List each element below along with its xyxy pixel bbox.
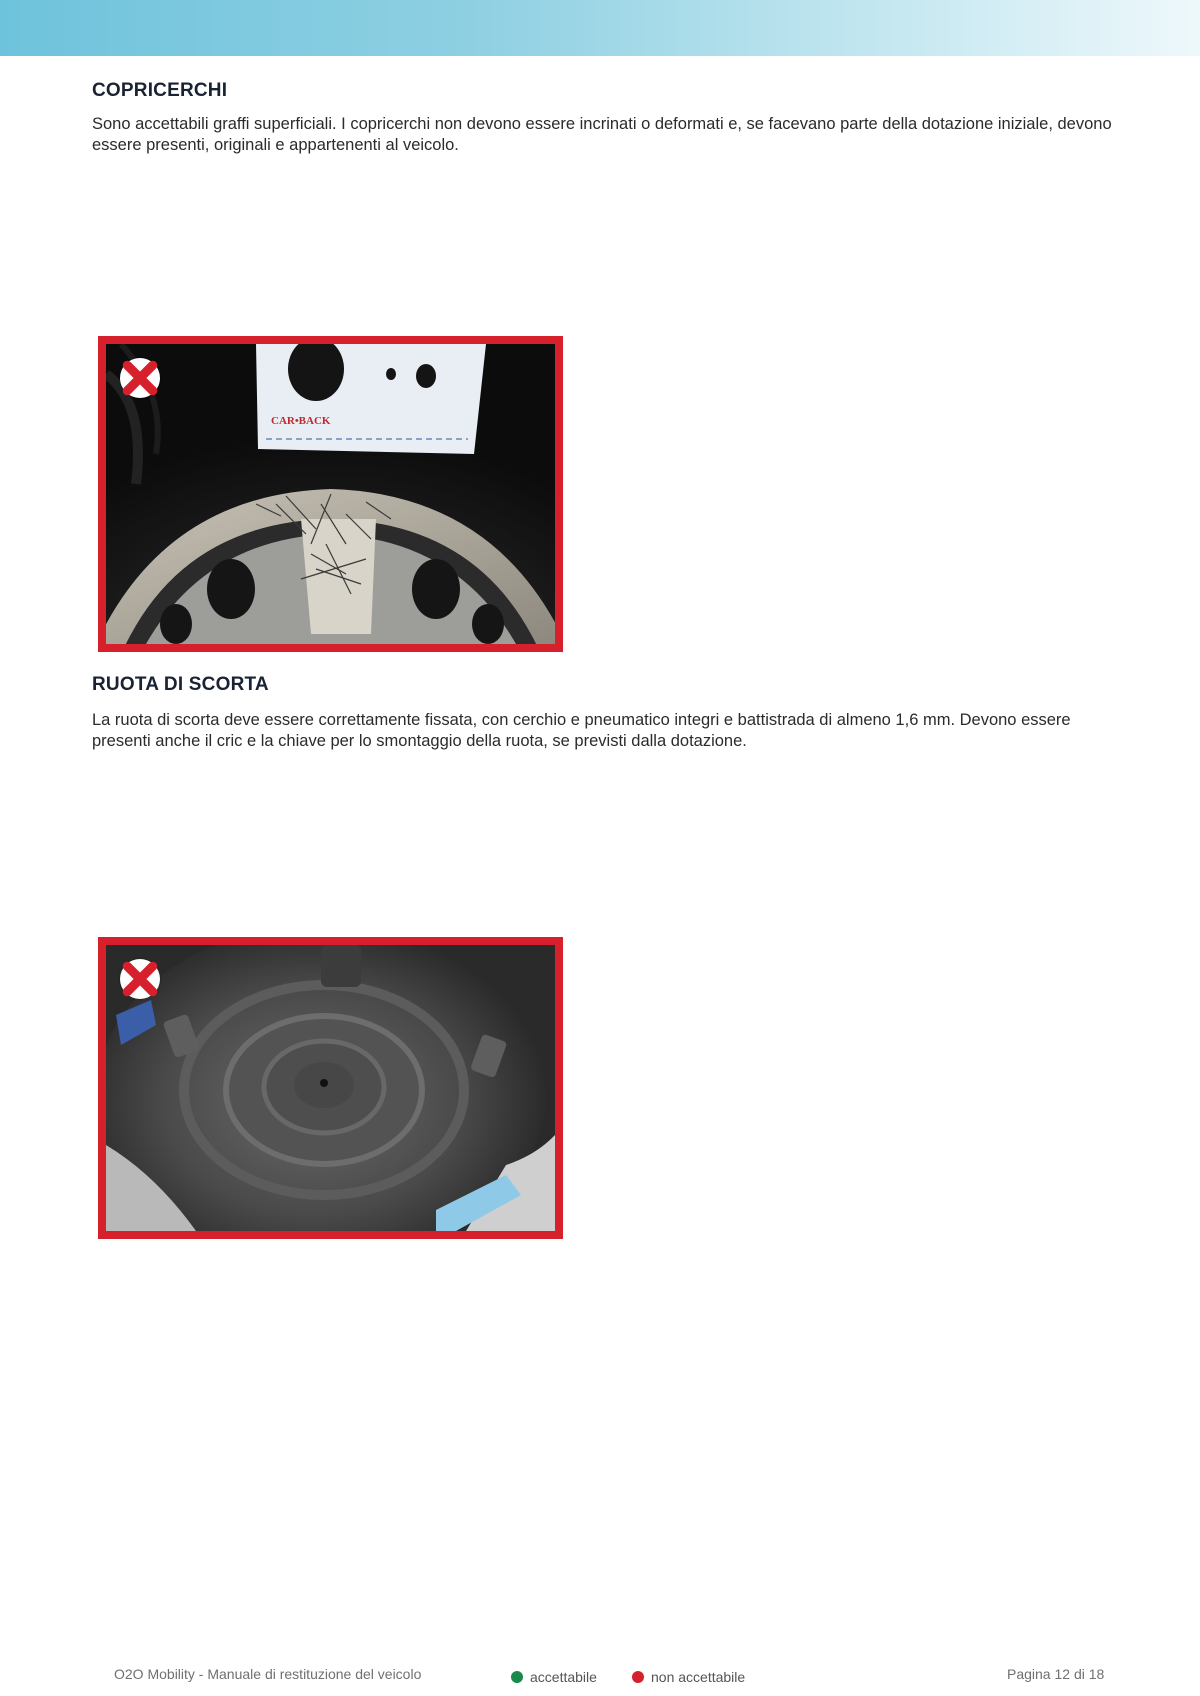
legend-label: non accettabile [651,1669,746,1685]
green-dot-icon [511,1671,523,1683]
footer-document-title: O2O Mobility - Manuale di restituzione del veicolo [114,1666,422,1682]
section-text-ruota-di-scorta: La ruota di scorta deve essere correttamente fissata, con cerchio e pneumatico integri e battistrada di almeno 1,6 mm. Devono essere presenti anche il cric e la chiave per lo smontaggio della ruota, se previsti dalla dotazione. [92,711,1071,750]
section-text-copricerchi: Sono accettabili graffi superficiali. I copricerchi non devono essere incrinati o deformati e, se facevano parte della dotazione iniziale, devono essere presenti, originali e appartenenti al veicolo. [92,115,1112,154]
not-acceptable-badge [120,358,160,398]
header-gradient-bar [0,0,1200,56]
spare-wheel-well-photo [106,945,555,1231]
x-cross-icon [120,358,160,398]
page-number: Pagina 12 di 18 [1007,1666,1105,1682]
gauge-brand-text: CAR•BACK [271,415,331,427]
section-title-copricerchi: COPRICERCHI [92,80,228,101]
not-acceptable-badge [120,959,160,999]
section-title-ruota-di-scorta: RUOTA DI SCORTA [92,674,269,695]
legend-accettabile [511,1669,597,1685]
photo-ruota-di-scorta-missing [98,937,563,1239]
legend-label: accettabile [530,1669,597,1685]
legend-non-accettabile [632,1669,745,1685]
photo-copricerchi-scratched [98,336,563,652]
red-dot-icon [632,1671,644,1683]
x-cross-icon [120,959,160,999]
wheel-cover-photo [106,344,555,644]
